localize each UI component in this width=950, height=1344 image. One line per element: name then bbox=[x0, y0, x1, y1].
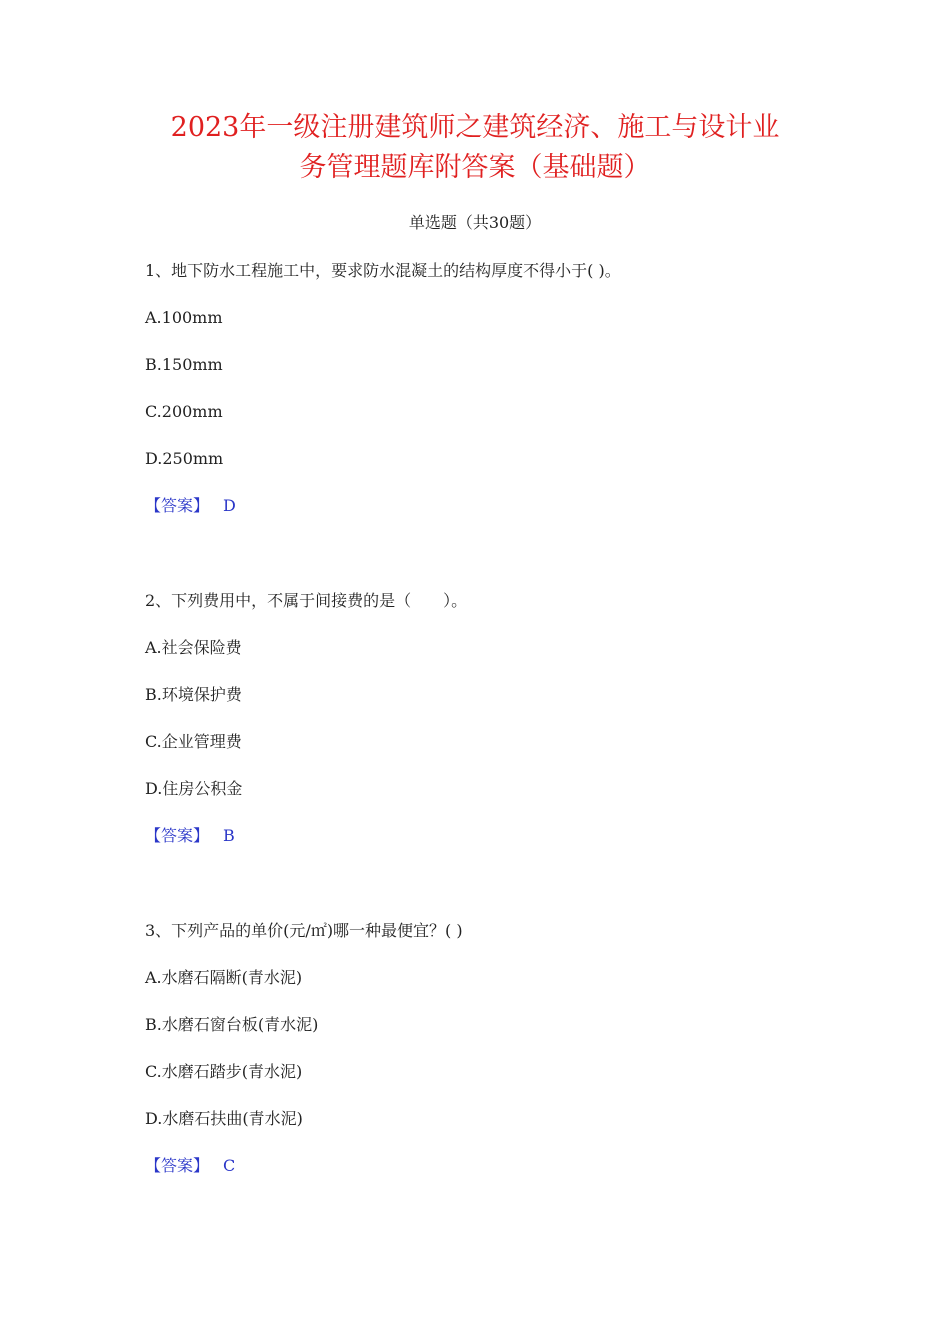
document-title bbox=[100, 108, 850, 188]
question-3-option-a: A.水磨石隔断(青水泥) bbox=[145, 968, 303, 987]
question-3-stem: 3、下列产品的单价(元/㎡)哪一种最便宜？( ) bbox=[145, 921, 463, 940]
answer-label: 【答案】 bbox=[145, 1156, 210, 1175]
question-1-stem: 1、地下防水工程施工中，要求防水混凝土的结构厚度不得小于( )。 bbox=[145, 261, 621, 280]
question-2-option-c: C.企业管理费 bbox=[145, 732, 242, 751]
question-2-option-b: B.环境保护费 bbox=[145, 685, 242, 704]
answer-value: D bbox=[223, 496, 236, 515]
answer-label: 【答案】 bbox=[145, 826, 210, 845]
answer-value: C bbox=[223, 1156, 236, 1175]
answer-value: B bbox=[223, 826, 235, 845]
question-3-option-c: C.水磨石踏步(青水泥) bbox=[145, 1062, 303, 1081]
question-3-answer bbox=[145, 1154, 235, 1178]
answer-label: 【答案】 bbox=[145, 496, 210, 515]
question-1-answer bbox=[145, 494, 236, 518]
section-heading: 单选题（共30题） bbox=[408, 213, 542, 232]
title-line-2: 务管理题库附答案（基础题） bbox=[299, 152, 651, 183]
question-2-answer bbox=[145, 824, 235, 848]
question-1-option-b: B.150mm bbox=[145, 355, 223, 374]
question-2-stem: 2、下列费用中，不属于间接费的是（ ）。 bbox=[145, 591, 468, 610]
question-1-option-c: C.200mm bbox=[145, 402, 223, 421]
question-1-option-d: D.250mm bbox=[145, 449, 224, 468]
question-3-option-d: D.水磨石扶曲(青水泥) bbox=[145, 1109, 303, 1128]
question-1-option-a: A.100mm bbox=[145, 308, 223, 327]
question-3-option-b: B.水磨石窗台板(青水泥) bbox=[145, 1015, 319, 1034]
question-2-option-a: A.社会保险费 bbox=[145, 638, 242, 657]
question-2-option-d: D.住房公积金 bbox=[145, 779, 243, 798]
title-line-1: 2023年一级注册建筑师之建筑经济、施工与设计业 bbox=[170, 112, 780, 143]
